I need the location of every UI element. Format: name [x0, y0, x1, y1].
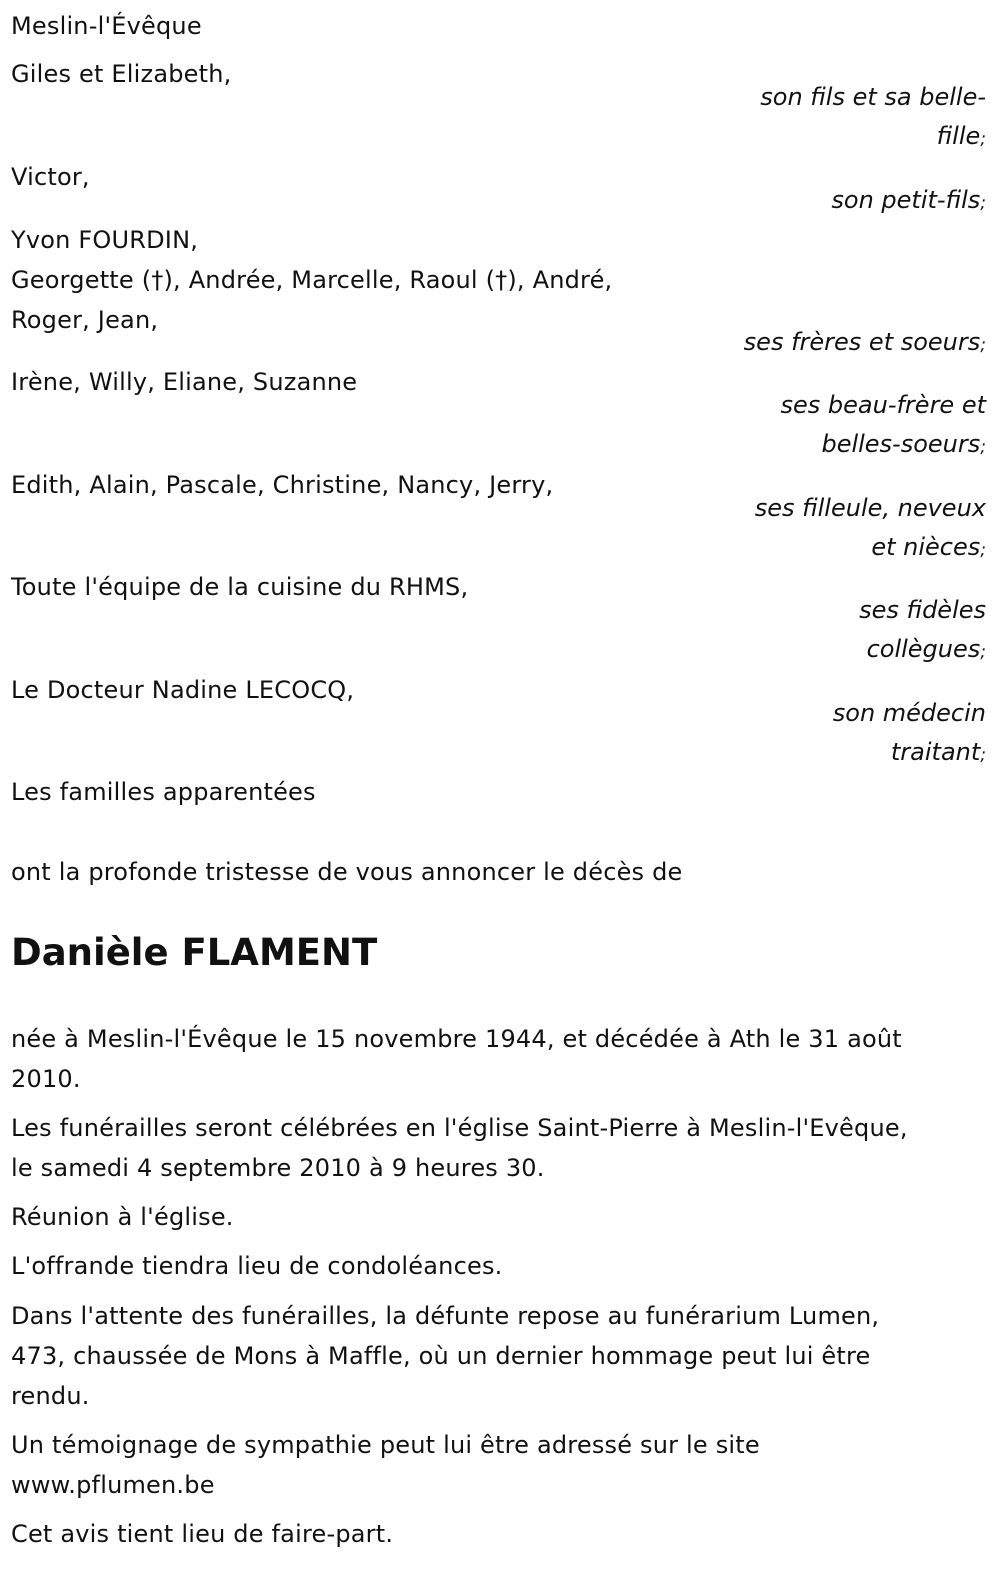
- funeral-info: le samedi 4 septembre 2010 à 9 heures 30.: [11, 1154, 545, 1182]
- meeting-info: Réunion à l'église.: [11, 1203, 234, 1231]
- relation-label: collègues;: [866, 635, 986, 663]
- relation-label: et nièces;: [871, 533, 986, 561]
- location-heading: Meslin-l'Évêque: [11, 12, 202, 40]
- family-names: Irène, Willy, Eliane, Suzanne: [11, 368, 358, 396]
- deceased-name: Danièle FLAMENT: [11, 931, 378, 974]
- offering-info: L'offrande tiendra lieu de condoléances.: [11, 1252, 503, 1280]
- family-names: Le Docteur Nadine LECOCQ,: [11, 676, 355, 704]
- relation-label: son fils et sa belle-: [760, 83, 986, 111]
- family-names: Les familles apparentées: [11, 778, 316, 806]
- relation-label: ses filleule, neveux: [754, 494, 986, 522]
- relation-label: belles-soeurs;: [821, 430, 986, 458]
- sympathy-info: Un témoignage de sympathie peut lui être adressé sur le site: [11, 1431, 760, 1459]
- family-names: Toute l'équipe de la cuisine du RHMS,: [11, 573, 469, 601]
- funerarium-info: Dans l'attente des funérailles, la défunte repose au funérarium Lumen,: [11, 1302, 880, 1330]
- website-link[interactable]: www.pflumen.be: [11, 1471, 215, 1499]
- relation-label: fille;: [936, 122, 986, 150]
- family-names: Victor,: [11, 163, 90, 191]
- family-names: Edith, Alain, Pascale, Christine, Nancy, Jerry,: [11, 471, 554, 499]
- birth-death-info: née à Meslin-l'Évêque le 15 novembre 1944, et décédée à Ath le 31 août: [11, 1025, 902, 1053]
- relation-label: ses frères et soeurs;: [743, 328, 986, 356]
- relation-label: traitant;: [890, 738, 986, 766]
- funerarium-info: 473, chaussée de Mons à Maffle, où un dernier hommage peut lui être: [11, 1342, 871, 1370]
- funerarium-info: rendu.: [11, 1382, 90, 1410]
- relation-label: son médecin: [832, 699, 986, 727]
- relation-label: son petit-fils;: [831, 186, 986, 214]
- family-names: Giles et Elizabeth,: [11, 60, 232, 88]
- relation-label: ses beau-frère et: [780, 391, 986, 419]
- closing-note: Cet avis tient lieu de faire-part.: [11, 1520, 394, 1548]
- family-names: Yvon FOURDIN,: [11, 226, 199, 254]
- announcement-text: ont la profonde tristesse de vous annoncer le décès de: [11, 858, 683, 886]
- family-names: Georgette (†), Andrée, Marcelle, Raoul (†), André,: [11, 266, 613, 294]
- birth-death-info: 2010.: [11, 1065, 81, 1093]
- family-names: Roger, Jean,: [11, 306, 159, 334]
- relation-label: ses fidèles: [859, 596, 986, 624]
- funeral-info: Les funérailles seront célébrées en l'église Saint-Pierre à Meslin-l'Evêque,: [11, 1114, 908, 1142]
